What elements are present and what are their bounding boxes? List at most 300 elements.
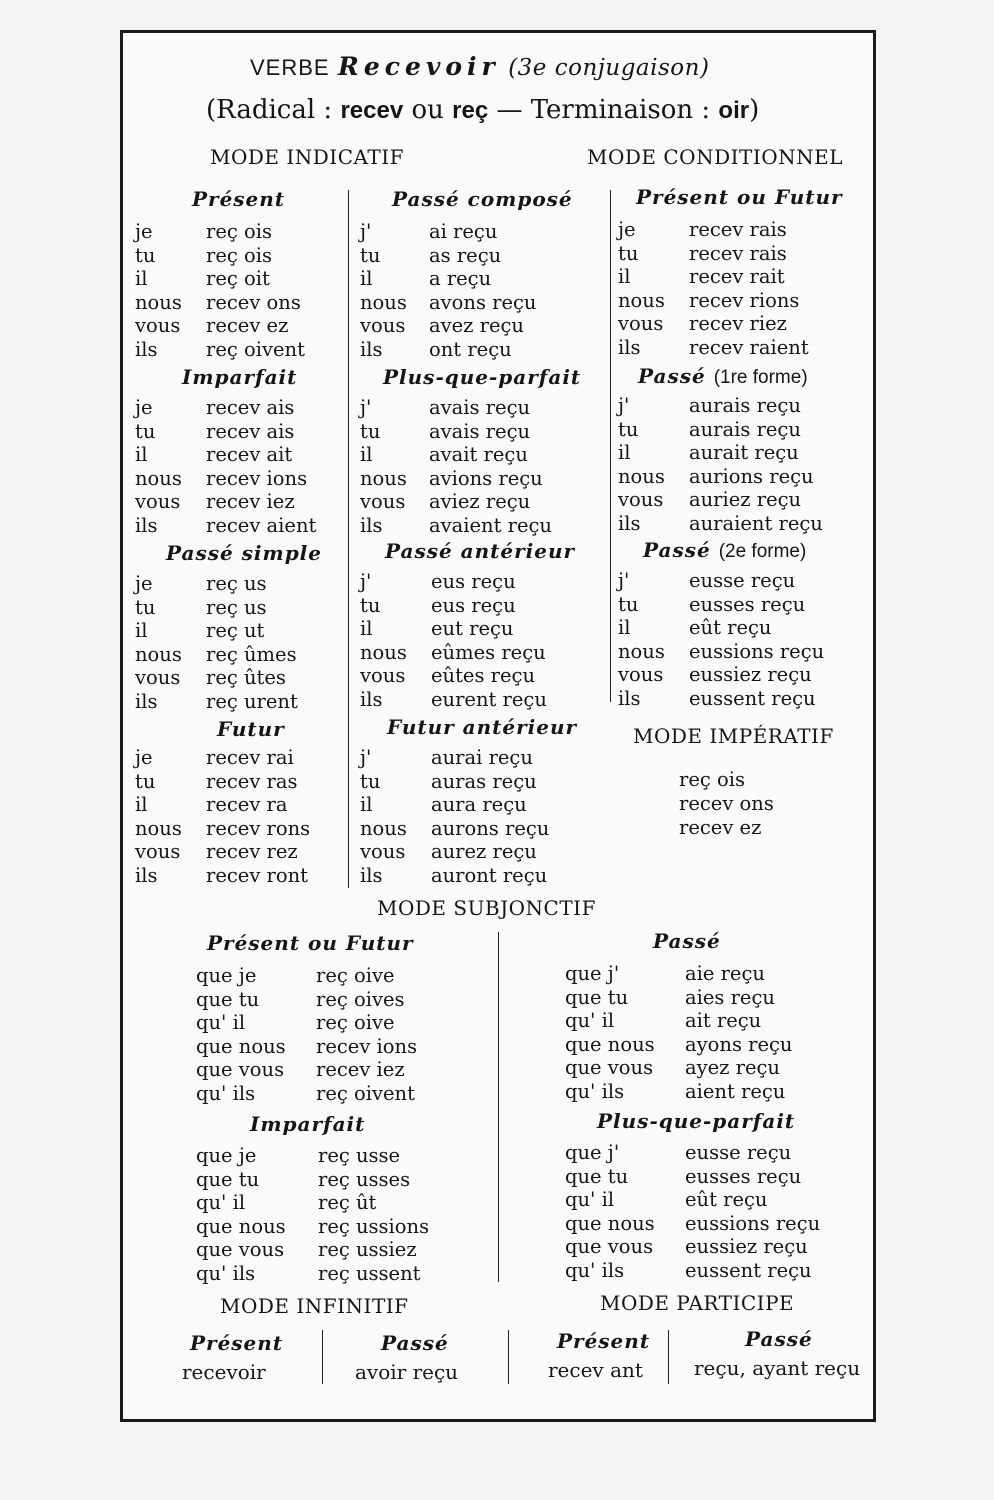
pronoun: que tu — [565, 985, 629, 1009]
conjugation-row — [618, 312, 809, 336]
conjugation-row — [135, 864, 310, 888]
pronoun: tu — [618, 592, 639, 616]
imperatif-title: MODE IMPÉRATIF — [633, 724, 834, 748]
conjugation-table — [565, 962, 793, 1103]
infinitif-passe: avoir reçu — [355, 1360, 459, 1384]
conjugation-row — [618, 640, 824, 664]
verb-form: eussent reçu — [685, 1258, 812, 1282]
terminaison: oir — [718, 97, 750, 124]
verb-form: reç oit — [206, 267, 270, 290]
verb-title — [250, 52, 709, 81]
conjugation-row — [196, 1144, 429, 1168]
conjugation-table — [618, 218, 809, 359]
pronoun: qu' il — [565, 1009, 615, 1032]
conjugation-row — [565, 1141, 820, 1165]
conjugation-row — [196, 1168, 429, 1192]
pronoun: il — [360, 793, 373, 816]
pronoun: il — [618, 616, 631, 639]
verb-form: reç oivent — [316, 1081, 415, 1105]
verb-form: reç urent — [206, 689, 298, 713]
conjugation-table — [135, 220, 305, 361]
conjugation-row — [565, 962, 793, 986]
verb-form: eusse reçu — [685, 1141, 792, 1164]
tense-title — [643, 538, 806, 563]
pronoun: ils — [135, 513, 158, 537]
verb-form: eus reçu — [431, 593, 516, 617]
infinitif-title: MODE INFINITIF — [220, 1294, 409, 1318]
column-divider — [610, 190, 611, 702]
pronoun: j' — [360, 570, 372, 593]
conjugation-row — [135, 291, 305, 315]
verb-form: eûtes reçu — [431, 664, 536, 687]
tense-name: Passé — [638, 364, 706, 388]
pronoun: il — [135, 793, 148, 816]
tense-title: Présent — [192, 187, 286, 211]
conjugation-row — [360, 664, 547, 688]
conjugation-row — [135, 793, 310, 817]
conjugation-row — [618, 441, 823, 465]
conjugation-row — [360, 338, 537, 362]
verb-form: eussiez reçu — [689, 663, 812, 686]
verb-form: eusses reçu — [685, 1164, 802, 1188]
terminaison-label: — Terminaison : — [496, 95, 711, 125]
pronoun: il — [135, 267, 148, 290]
conjugation-row — [360, 617, 547, 641]
verb-form: recev rez — [206, 840, 298, 863]
pronoun: vous — [360, 314, 406, 337]
conjugation-row — [618, 265, 809, 289]
pronoun: je — [618, 218, 636, 241]
conjugation-row — [135, 666, 298, 690]
column-divider — [322, 1330, 323, 1384]
pronoun: ils — [618, 335, 641, 359]
conjugation-row — [135, 770, 310, 794]
conjugation-row — [565, 1212, 820, 1236]
verb-form: recev ais — [206, 396, 295, 419]
pronoun: que j' — [565, 962, 620, 985]
verb-form: reç ûmes — [206, 642, 297, 666]
verb-form: avais reçu — [429, 396, 531, 419]
conjugation-table — [360, 220, 537, 361]
pronoun: il — [360, 617, 373, 640]
pronoun: tu — [135, 769, 156, 793]
conjugation-row — [360, 443, 552, 467]
conjugation-row — [360, 490, 552, 514]
tense-title: Imparfait — [182, 365, 298, 389]
column-divider — [508, 1330, 509, 1384]
pronoun: tu — [360, 243, 381, 267]
conjugation-row — [196, 1035, 417, 1059]
verb-form: reç us — [206, 572, 267, 595]
conjugation-row — [135, 596, 298, 620]
pronoun: nous — [360, 466, 407, 490]
verb-form: recev iez — [206, 490, 295, 513]
verb-form: ont reçu — [429, 337, 512, 361]
verb-form: recev rais — [689, 241, 787, 265]
radical-1: recev — [340, 97, 404, 124]
verb-form: recev ront — [206, 863, 308, 887]
pronoun: j' — [360, 746, 372, 769]
conjugation-row — [618, 289, 809, 313]
conjugation-row — [565, 1056, 793, 1080]
verb-form: recev ez — [206, 314, 289, 337]
pronoun: je — [135, 746, 153, 769]
pronoun: tu — [135, 419, 156, 443]
pronoun: vous — [360, 664, 406, 687]
verb-form: reç ûtes — [206, 666, 286, 689]
tense-title — [638, 364, 808, 389]
pronoun: vous — [135, 840, 181, 863]
conjugation-row — [360, 220, 537, 244]
pronoun: je — [135, 396, 153, 419]
conjugation-row — [618, 418, 823, 442]
pronoun: que tu — [565, 1164, 629, 1188]
verb-form: eussions reçu — [689, 639, 825, 663]
verb-form: reç ussent — [318, 1261, 421, 1285]
pronoun: que tu — [196, 987, 260, 1011]
pronoun: tu — [618, 241, 639, 265]
pronoun: qu' ils — [565, 1079, 625, 1103]
tense-title: Futur antérieur — [387, 715, 578, 739]
verb-form: auras reçu — [431, 769, 537, 793]
conjugation-row — [135, 314, 305, 338]
conjugation-row — [196, 1058, 417, 1082]
pronoun: ils — [618, 686, 641, 710]
pronoun: il — [135, 619, 148, 642]
verb-form: ait reçu — [685, 1009, 762, 1032]
conjugation-row — [135, 220, 305, 244]
verb-form: eussions reçu — [685, 1211, 821, 1235]
pronoun: vous — [135, 490, 181, 513]
conjugation-table — [196, 964, 417, 1105]
pronoun: il — [135, 443, 148, 466]
conjugation-row — [196, 1011, 417, 1035]
tense-title: Présent ou Futur — [636, 185, 843, 209]
verb-form: eus reçu — [431, 570, 516, 593]
radical-line — [206, 95, 759, 125]
pronoun: ils — [360, 863, 383, 887]
conditionnel-title: MODE CONDITIONNEL — [587, 145, 844, 169]
conjugation-row — [565, 1009, 793, 1033]
conjugation-row — [135, 514, 316, 538]
column-divider — [348, 190, 349, 888]
conjugation-row — [196, 1238, 429, 1262]
conjugation-row — [135, 817, 310, 841]
conjugation-row — [360, 840, 549, 864]
column-divider — [668, 1330, 669, 1384]
imperatif-form: recev ez — [679, 816, 762, 839]
tense-note: (1re forme) — [713, 367, 808, 388]
conjugation-row — [565, 1235, 820, 1259]
verb-form: recev rai — [206, 746, 294, 769]
verb-form: reç usses — [318, 1167, 411, 1191]
conjugation-row — [135, 420, 316, 444]
conjugation-row — [135, 643, 298, 667]
verb-form: recev ais — [206, 419, 295, 443]
pronoun: il — [360, 443, 373, 466]
infinitif-present: recevoir — [182, 1360, 266, 1384]
verb-form: auriez reçu — [689, 488, 802, 511]
conjugation-table — [135, 572, 298, 713]
tense-title: Plus-que-parfait — [383, 365, 582, 389]
conjugation-row — [196, 988, 417, 1012]
verb-form: reç oivent — [206, 337, 305, 361]
pronoun: vous — [360, 840, 406, 863]
conjugation-row — [360, 570, 547, 594]
conjugation-table — [196, 1144, 429, 1285]
conjugation-row — [196, 1262, 429, 1286]
imperatif-table — [679, 768, 774, 840]
verb-form: aies reçu — [685, 985, 775, 1009]
conjugation-row — [360, 514, 552, 538]
conjugation-row — [360, 594, 547, 618]
verb-form: recev riez — [689, 312, 787, 335]
pronoun: nous — [360, 816, 407, 840]
conjugation-row — [135, 619, 298, 643]
verb-form: recev rait — [689, 265, 785, 288]
verb-form: avaient reçu — [429, 513, 552, 537]
conjugation-row — [360, 467, 552, 491]
verb-form: avions reçu — [429, 466, 543, 490]
conjugation-row — [618, 488, 823, 512]
verb-form: reç oives — [316, 987, 405, 1011]
verb-form: reç ut — [206, 619, 265, 642]
conjugation-table — [135, 746, 310, 887]
verb-form: eût reçu — [685, 1188, 768, 1211]
verb-form: avait reçu — [429, 443, 528, 466]
conjugation-row — [196, 1082, 417, 1106]
pronoun: qu' ils — [196, 1261, 256, 1285]
conjugation-row — [565, 1165, 820, 1189]
conjugation-row — [360, 688, 547, 712]
tense-title: Passé — [381, 1331, 449, 1355]
pronoun: ils — [360, 337, 383, 361]
conjugation-row — [360, 770, 549, 794]
verb-form: eut reçu — [431, 617, 514, 640]
conjugation-row — [360, 641, 547, 665]
conjugation-table — [360, 396, 552, 537]
verb-form: recev ions — [206, 466, 308, 490]
imperatif-form: recev ons — [679, 792, 774, 815]
conjugation-row — [135, 467, 316, 491]
pronoun: tu — [360, 419, 381, 443]
conjugation-table — [360, 746, 549, 887]
verb-form: aurions reçu — [689, 464, 814, 488]
pronoun: nous — [618, 464, 665, 488]
conjugation-row — [135, 338, 305, 362]
tense-note: (2e forme) — [718, 541, 807, 562]
verb-form: eusses reçu — [689, 592, 806, 616]
conjugation-row — [565, 1188, 820, 1212]
conjugation-table — [135, 396, 316, 537]
conjugation-row — [618, 687, 824, 711]
conjugation-row — [565, 1033, 793, 1057]
pronoun: j' — [360, 220, 372, 243]
verbe-word: VERBE — [250, 55, 330, 80]
conjugation-row — [360, 746, 549, 770]
verb-form: recev ra — [206, 793, 288, 816]
verb-form: reç ût — [318, 1191, 377, 1214]
verb-form: a reçu — [429, 267, 492, 290]
close-paren: ) — [749, 95, 760, 125]
verb-form: avais reçu — [429, 419, 531, 443]
pronoun: qu' il — [196, 1011, 246, 1034]
radical-label: (Radical : — [206, 95, 333, 125]
pronoun: ils — [135, 863, 158, 887]
verb-form: recev rais — [689, 218, 787, 241]
verb-form: aie reçu — [685, 962, 765, 985]
verb-form: eurent reçu — [431, 687, 547, 711]
verb-form: reç us — [206, 595, 267, 619]
indicatif-title: MODE INDICATIF — [210, 145, 404, 169]
subjonctif-title: MODE SUBJONCTIF — [377, 896, 596, 920]
pronoun: nous — [135, 290, 182, 314]
verb-form: aurons reçu — [431, 816, 550, 840]
conjugation-table — [565, 1141, 820, 1282]
conjugation-row — [135, 267, 305, 291]
verb-form: recev aient — [206, 513, 317, 537]
conjugation-row — [360, 396, 552, 420]
conjugation-row — [135, 746, 310, 770]
conjugation-row — [360, 314, 537, 338]
conjugation-row — [565, 1080, 793, 1104]
tense-title: Présent — [557, 1329, 651, 1353]
pronoun: que je — [196, 964, 257, 987]
tense-title: Futur — [217, 717, 285, 741]
column-divider — [498, 932, 499, 1282]
pronoun: qu' ils — [196, 1081, 256, 1105]
verb-form: reç oive — [316, 1011, 395, 1034]
verb-form: aurait reçu — [689, 441, 799, 464]
verb-form: avons reçu — [429, 290, 537, 314]
verb-form: aurez reçu — [431, 840, 537, 863]
pronoun: il — [618, 441, 631, 464]
pronoun: nous — [360, 640, 407, 664]
pronoun: tu — [135, 243, 156, 267]
pronoun: ils — [135, 337, 158, 361]
conjugation-table — [618, 569, 824, 710]
pronoun: j' — [618, 394, 630, 417]
pronoun: qu' il — [565, 1188, 615, 1211]
conjugation-table — [360, 570, 547, 711]
conjugation-row — [618, 218, 809, 242]
verb-form: recev raient — [689, 335, 809, 359]
conjugation-row — [360, 793, 549, 817]
verb-form: recev ait — [206, 443, 293, 466]
verb-form: aurais reçu — [689, 417, 801, 441]
pronoun: ils — [360, 687, 383, 711]
verb-form: eussiez reçu — [685, 1235, 808, 1258]
tense-title: Plus-que-parfait — [597, 1109, 796, 1133]
conjugation-row — [618, 465, 823, 489]
conjugation-label: (3e conjugaison) — [508, 55, 710, 81]
pronoun: vous — [360, 490, 406, 513]
conjugation-row — [360, 291, 537, 315]
verb-form: aura reçu — [431, 793, 527, 816]
verb-form: reç ussiez — [318, 1238, 417, 1261]
conjugation-row — [360, 420, 552, 444]
pronoun: je — [135, 220, 153, 243]
tense-title: Passé composé — [392, 187, 573, 211]
verb-form: as reçu — [429, 243, 502, 267]
tense-title: Passé antérieur — [385, 539, 576, 563]
verb-form: aient reçu — [685, 1079, 786, 1103]
pronoun: tu — [360, 593, 381, 617]
tense-title: Passé — [745, 1327, 813, 1351]
participe-title: MODE PARTICIPE — [600, 1291, 795, 1315]
conjugation-row — [618, 616, 824, 640]
verb-form: reç oive — [316, 964, 395, 987]
pronoun: j' — [618, 569, 630, 592]
pronoun: qu' ils — [565, 1258, 625, 1282]
pronoun: nous — [135, 642, 182, 666]
verb-form: recev ons — [206, 290, 301, 314]
pronoun: vous — [618, 312, 664, 335]
conjugation-row — [360, 267, 537, 291]
verb-form: reç ois — [206, 220, 272, 243]
radical-2: reç — [452, 97, 489, 124]
pronoun: que nous — [196, 1214, 286, 1238]
pronoun: j' — [360, 396, 372, 419]
pronoun: tu — [360, 769, 381, 793]
pronoun: vous — [135, 314, 181, 337]
conjugation-table — [618, 394, 823, 535]
conjugation-row — [618, 593, 824, 617]
conjugation-row — [135, 244, 305, 268]
tense-title: Passé — [653, 929, 721, 953]
conjugation-row — [135, 396, 316, 420]
conjugation-row — [196, 964, 417, 988]
conjugation-row — [565, 1259, 820, 1283]
verb-form: eûmes reçu — [431, 640, 546, 664]
pronoun: que vous — [565, 1235, 654, 1258]
pronoun: tu — [618, 417, 639, 441]
conjugation-row — [360, 817, 549, 841]
verb-form: recev iez — [316, 1058, 405, 1081]
conjugation-row — [618, 336, 809, 360]
pronoun: vous — [618, 488, 664, 511]
pronoun: ils — [360, 513, 383, 537]
conjugation-row — [196, 1215, 429, 1239]
verb-form: eusse reçu — [689, 569, 796, 592]
pronoun: que vous — [196, 1058, 285, 1081]
conjugation-row — [618, 512, 823, 536]
pronoun: qu' il — [196, 1191, 246, 1214]
pronoun: vous — [135, 666, 181, 689]
verb-name: Recevoir — [338, 52, 500, 81]
tense-title: Passé simple — [166, 541, 322, 565]
verb-form: auraient reçu — [689, 511, 823, 535]
conjugation-row — [618, 569, 824, 593]
conjugation-row — [135, 443, 316, 467]
pronoun: nous — [360, 290, 407, 314]
verb-form: ayez reçu — [685, 1056, 780, 1079]
pronoun: que nous — [196, 1034, 286, 1058]
participe-present: recev ant — [548, 1358, 643, 1382]
conjugation-row — [196, 1191, 429, 1215]
pronoun: que nous — [565, 1032, 655, 1056]
conjugation-row — [618, 663, 824, 687]
pronoun: que tu — [196, 1167, 260, 1191]
conjugation-row — [360, 244, 537, 268]
conjugation-row — [135, 572, 298, 596]
pronoun: je — [135, 572, 153, 595]
verb-form: reç usse — [318, 1144, 401, 1167]
tense-title: Présent — [190, 1331, 284, 1355]
verb-form: recev rons — [206, 816, 311, 840]
pronoun: nous — [135, 816, 182, 840]
verb-form: recev rions — [689, 288, 800, 312]
